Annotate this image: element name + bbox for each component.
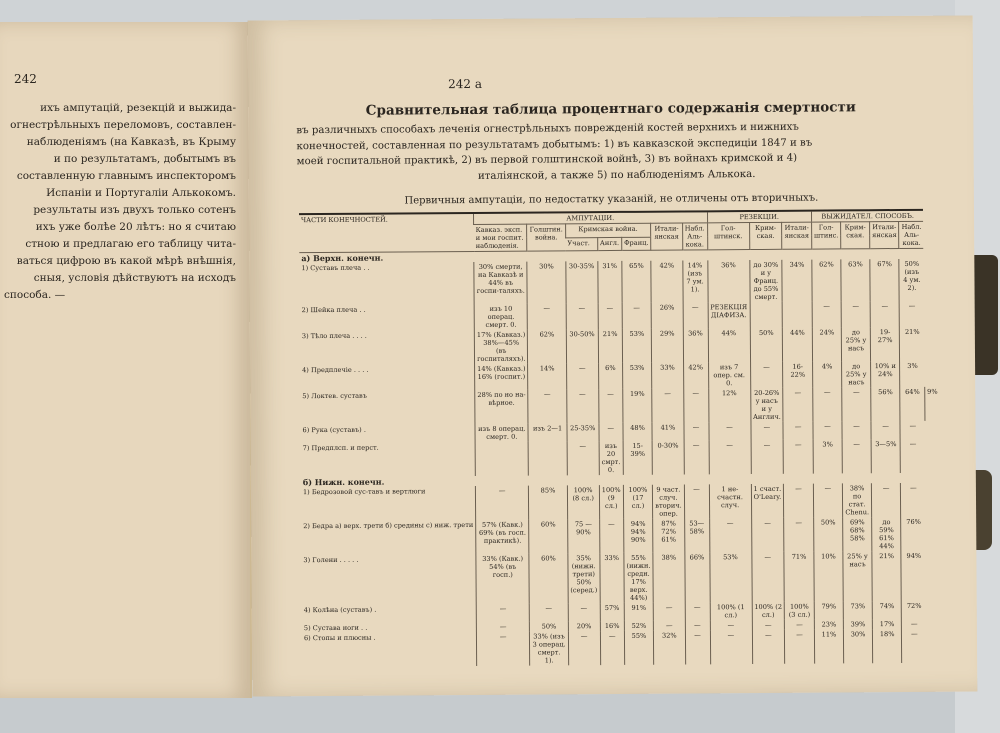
row-part: 1) Бедрозовой сус-тавъ и вертлюги [302, 487, 426, 497]
table-cell: 10% [814, 551, 844, 601]
table-cell: — [900, 301, 925, 327]
table-cell: 36% [707, 260, 749, 302]
table-cell: 94% [901, 551, 926, 601]
row-part: 3) Голени . . . . . [303, 555, 359, 565]
table-cell: 56% [871, 387, 901, 421]
table-cell: 14% (изъ 7 ум. 1). [682, 260, 707, 302]
table-cell: — [685, 630, 710, 664]
table-cell: — [476, 622, 529, 632]
table-cell: 55% (нижн. средн. 17% верх. 44%) [624, 553, 654, 603]
col-header: Голштин. война. [527, 224, 565, 251]
table-subtitle [296, 119, 936, 185]
table-cell: 21% [900, 327, 925, 361]
table-cell: 55% [624, 631, 654, 665]
table-cell: 17% (Кавказ.) 38%—45% (въ госпиталяхъ). [474, 330, 528, 364]
table-cell: 19% [623, 389, 653, 423]
table-cell: до 30% и у Франц. до 55% смерт. [749, 260, 782, 302]
subtitle-line: моей госпитальной практикѣ, 2) въ первой голштинской войнѣ, 3) въ войнахъ кримской и 4) [296, 152, 798, 168]
table-cell: 33% (Кавк.) 54% (въ госп.) [476, 554, 530, 604]
text-line: способа. — [4, 289, 66, 301]
table-cell: — [902, 619, 927, 629]
table-cell: 4% [812, 361, 842, 387]
table-cell: — [813, 421, 842, 439]
table-cell: 50% [530, 621, 568, 631]
subtitle-line: италіянской, а также 5) по наблюденіямъ Алькока. [477, 168, 756, 182]
text-line: результаты изъ двухъ только сотенъ [33, 204, 236, 216]
table-cell: — [785, 620, 815, 630]
row-part: 3) Тѣло плеча . . . . [301, 331, 367, 341]
table-cell [475, 442, 529, 476]
table-cell: — [784, 484, 814, 518]
table-row [301, 517, 941, 555]
table-cell: изъ 7 опер. см. 0. [708, 362, 750, 388]
table-cell: 62% [528, 329, 566, 363]
row-part: 4) Колѣна (суставъ) . [303, 605, 377, 615]
table-cell: — [599, 519, 623, 553]
table-cell: — [871, 483, 901, 517]
col-header: Крим-ская. [841, 222, 870, 249]
table-cell: 71% [784, 552, 814, 602]
table-cell: 75 — 90% [567, 519, 599, 553]
table-cell: — [684, 422, 709, 440]
table-cell: — [783, 440, 813, 474]
table-cell: — [600, 631, 624, 665]
table-cell: 64% [900, 387, 925, 421]
table-cell: 85% [529, 485, 567, 519]
text-line: наблюденіямъ (на Кавказѣ, въ Крыму [26, 136, 236, 148]
header-expectant: ВЫЖИДАТЕЛ. СПОСОБЪ. [811, 210, 923, 222]
table-row [300, 387, 940, 425]
table-cell: — [709, 518, 751, 552]
table-cell: — [842, 421, 871, 439]
section-title: б) Нижн. конечн. [302, 476, 385, 488]
text-line: ваться цифрою въ какой мѣрѣ внѣшнія, [16, 255, 236, 267]
table-cell: — [751, 518, 784, 552]
table-cell: — [684, 440, 709, 474]
table-cell: 10% и 24% [871, 361, 901, 387]
table-cell: 62% [812, 259, 842, 301]
subtitle-line: конечностей, составленная по результатамъ добытымъ: 1) въ кавказской экспедиціи 1847 и въ [296, 137, 813, 152]
table-cell: — [622, 303, 652, 329]
table-cell: — [683, 388, 708, 422]
row-part: 1) Суставъ плеча . . [301, 263, 370, 273]
table-cell: — [784, 518, 814, 552]
table-cell: 87% 72% 61% [653, 519, 685, 553]
table-cell: изъ 8 операц. смерт. 0. [475, 424, 529, 442]
table-cell: — [598, 389, 622, 423]
table-cell: 50% [750, 328, 783, 362]
table-cell: 12% [708, 388, 750, 422]
table-cell: — [598, 303, 622, 329]
table-cell: 94% 94% 90% [623, 519, 653, 553]
row-part: 6) Рука (суставъ) . [302, 425, 366, 435]
table-cell: — [813, 387, 843, 421]
table-cell: 30-50% [566, 329, 598, 363]
text-line: стною и предлагаю его таблицу чита- [25, 238, 236, 250]
table-cell: до 59% 61% 44% [872, 517, 902, 551]
table-cell: — [901, 483, 926, 517]
table-cell: 30% [844, 629, 873, 663]
table-cell: 24% [812, 327, 842, 361]
table-cell: 52% [624, 621, 653, 631]
table-cell: 30% смерти, на Кавказѣ и 44% въ госпи-таляхъ. [474, 262, 528, 304]
table-cell: 25-35% [567, 423, 599, 441]
header-amputations: АМПУТАЦІИ. [474, 211, 708, 224]
table-cell: 60% [529, 519, 567, 553]
col-header: Набл. Аль-кока. [682, 223, 707, 250]
table-cell: — [842, 387, 871, 421]
table-row [300, 327, 940, 365]
table-cell: 1 счаст. O'Leary. [751, 484, 784, 518]
table-cell: — [566, 303, 598, 329]
table-cell: 100% (2 сл.) [752, 602, 785, 620]
table-cell: 16% [600, 621, 624, 631]
col-header: Итали-янская [782, 222, 812, 249]
table-cell: — [528, 389, 566, 423]
table-cell: до 25% у насъ [842, 361, 871, 387]
text-line: составленную главнымъ инспекторомъ [16, 170, 236, 182]
table-cell: — [567, 441, 599, 475]
table-cell: РЕЗЕКЦІЯ ДІАФИЗА. [708, 302, 750, 328]
table-cell: 30% [527, 261, 565, 303]
left-page-number: 242 [14, 72, 37, 86]
table-cell: — [566, 363, 598, 389]
left-page [0, 22, 252, 698]
table-cell: — [568, 603, 600, 621]
table-row [301, 439, 941, 477]
table-row [301, 551, 941, 605]
table-cell: — [752, 630, 785, 664]
table-cell: — [710, 630, 752, 664]
table-cell: — [870, 301, 900, 327]
table-cell: — [685, 602, 710, 620]
table-cell: — [841, 301, 870, 327]
table-cell: 9% [925, 387, 940, 421]
table-cell: 38% по стат. Chenu. [843, 483, 872, 517]
table-cell: 26% [651, 303, 683, 329]
table-cell: — [708, 422, 750, 440]
text-line: сныя, условія дѣйствуютъ на исходъ [33, 272, 236, 284]
table-cell: 44% [783, 328, 813, 362]
text-line: ихъ ампутацій, резекцій и выжида- [40, 102, 236, 114]
table-cell: — [751, 552, 784, 602]
table-cell: — [751, 440, 784, 474]
table-cell: 0-30% [652, 441, 684, 475]
table-title: Сравнительная таблица процентнаго содержанія смертности [365, 99, 856, 119]
table-cell: 36% [683, 328, 708, 362]
col-header: Крим-ская. [749, 222, 782, 249]
table-cell: 72% [902, 601, 927, 619]
col-header: Франц. [622, 237, 651, 251]
table-cell: — [684, 484, 709, 518]
table-cell: 20% [568, 621, 600, 631]
table-cell: — [783, 422, 813, 440]
table-note: Первичныя ампутаціи, по недостатку указаній, не отличены отъ вторичныхъ. [404, 192, 819, 207]
table-cell: 60% [529, 553, 568, 603]
col-header: Кавказ. эксп. и мои госпит. наблюденія. [474, 224, 528, 251]
table-cell: 38% [653, 553, 685, 603]
table-cell: 41% [652, 423, 684, 441]
table-cell: изъ 10 операц. смерт. 0. [474, 304, 528, 330]
table-cell: 25% у насъ [843, 551, 872, 601]
table-cell: 1 не-счастн. случ. [709, 484, 751, 518]
table-cell: 69% 68% 58% [843, 517, 872, 551]
table-cell: 50% (изъ 4 ум. 2). [899, 259, 924, 301]
table-cell: — [530, 603, 568, 621]
table-cell: 57% [600, 603, 624, 621]
right-page [248, 15, 978, 696]
table-cell: — [813, 483, 843, 517]
table-cell: — [900, 421, 925, 439]
table-cell [750, 302, 783, 328]
table-cell: 28% по но на-вѣрное. [475, 390, 529, 424]
right-page-number: 242 a [448, 76, 483, 92]
table-cell: 53% [709, 552, 751, 602]
text-line: огнестрѣльныхъ переломовъ, составлен- [10, 119, 236, 131]
table-cell: 39% [844, 619, 873, 629]
table-cell: 14% [528, 363, 566, 389]
table-cell: — [871, 421, 901, 439]
table-cell: 19-27% [870, 327, 900, 361]
table-cell: 48% [623, 423, 652, 441]
table-cell: — [568, 631, 600, 665]
table-cell: — [652, 389, 684, 423]
table-cell: 3—5% [871, 439, 901, 473]
table-cell: 30-35% [566, 261, 598, 303]
table-body [299, 248, 941, 667]
text-line: Испаніи и Португаліи Алькокомъ. [46, 187, 236, 199]
col-header: Набл. Аль-кока. [899, 221, 924, 248]
table-cell: 100% (1 сл.) [710, 602, 752, 620]
header-parts: ЧАСТИ КОНЕЧНОСТЕЙ. [299, 213, 474, 253]
table-cell: — [476, 604, 530, 622]
table-cell: 33% (изъ 3 операц. смерт. 1). [530, 631, 568, 665]
table-cell: 29% [652, 329, 684, 363]
table-cell: 3% [813, 439, 843, 473]
col-header: Участ. [565, 237, 597, 251]
col-header: Итали-янская [651, 223, 683, 250]
table-cell: 23% [814, 619, 843, 629]
table-cell: — [902, 629, 927, 663]
table-cell: — [709, 440, 751, 474]
table-cell: 17% [872, 619, 902, 629]
table-cell: 76% [901, 517, 926, 551]
table-cell: 20-26% у насъ и у Англич. [750, 388, 783, 422]
table-cell: 44% [708, 328, 750, 362]
table-cell: 11% [814, 629, 844, 663]
table-cell: 33% [600, 553, 624, 603]
table-cell: 74% [872, 601, 902, 619]
table-cell: — [842, 439, 871, 473]
table-cell: — [685, 620, 710, 630]
table-cell: 35% (нижн. трети) 50% (серед.) [568, 553, 600, 603]
table-cell: — [475, 486, 529, 520]
table-row [299, 259, 939, 305]
table-cell: 100% (17 сл.) [623, 485, 653, 519]
table-cell: — [783, 388, 813, 422]
table-cell: 33% [652, 363, 684, 389]
table-cell: изъ 20 смрт. 0. [599, 441, 623, 475]
table-cell: изъ 2—1 [528, 423, 566, 441]
table-cell: — [785, 630, 815, 664]
subtitle-line: въ различныхъ способахъ леченія огнестрѣльныхъ поврежденій костей верхнихъ и нижнихъ [296, 121, 799, 137]
table-cell: 21% [872, 551, 902, 601]
table-cell: 66% [684, 552, 709, 602]
col-header: Гол-штинск. [707, 223, 749, 250]
header-resections: РЕЗЕКЦІИ. [707, 211, 811, 223]
table-cell: 42% [651, 261, 683, 303]
table-cell: 65% [622, 261, 652, 303]
table-row [301, 483, 941, 521]
table-cell: 79% [814, 601, 843, 619]
table-cell: — [566, 389, 598, 423]
row-part: 2) Бедра а) верх. трети б) средины с) ниж. трети [303, 520, 474, 531]
table-cell: 63% [841, 259, 870, 301]
table-cell: 31% [598, 261, 622, 303]
table-cell: — [812, 301, 842, 327]
table-cell: — [476, 632, 530, 666]
left-page-text [4, 100, 236, 304]
row-part: 2) Шейка плеча . . [301, 305, 366, 315]
table-cell: — [599, 423, 623, 441]
table-cell: до 25% у насъ [842, 327, 871, 361]
table-cell [783, 302, 813, 328]
table-cell: — [901, 439, 926, 473]
table-cell: 18% [872, 629, 902, 663]
table-cell: 21% [598, 329, 622, 363]
table-cell: — [683, 302, 708, 328]
col-header: Англ. [597, 237, 621, 251]
table-cell [529, 441, 567, 475]
table-cell: 57% (Кавк.) 69% (въ госп. практикѣ). [476, 520, 530, 554]
table-cell: — [750, 422, 783, 440]
text-line: и по результатамъ, добытымъ въ [53, 153, 236, 165]
col-header: Гол-штинс. [811, 222, 841, 249]
table-cell: — [654, 621, 685, 631]
table-cell: 100% (9 сл.) [599, 485, 623, 519]
table-cell: 73% [843, 601, 872, 619]
header-crimean: Кримская война. [565, 223, 651, 237]
table-cell: 91% [624, 603, 653, 621]
table-cell: 50% [813, 517, 843, 551]
row-part: 7) Предплсп. и перст. [302, 443, 379, 453]
row-part: 5) Локтев. суставъ [302, 391, 367, 401]
table-cell: — [752, 620, 785, 630]
mortality-table [299, 209, 942, 667]
row-part: 5) Сустава ноги . . [303, 623, 368, 633]
table-cell: — [653, 603, 685, 621]
col-header: Итали-янская [870, 221, 900, 248]
table-cell: 42% [683, 362, 708, 388]
row-part: 6) Стопы и плюсны . [303, 633, 376, 643]
table-cell: 34% [782, 260, 812, 302]
section-title: a) Верхн. конечн. [301, 252, 384, 264]
table-cell: 16-22% [783, 362, 813, 388]
row-part: 4) Предплечіе . . . . [302, 365, 369, 375]
table-cell: 14% (Кавказ.) 16% (госпит.) [475, 364, 529, 390]
table-cell: 9 част. случ. вторич. опер. [653, 485, 685, 519]
table-cell: 53% [622, 329, 652, 363]
table-cell: — [528, 303, 566, 329]
table-cell: 15-39% [623, 441, 653, 475]
table-cell: — [750, 362, 783, 388]
table-cell: 67% [870, 259, 900, 301]
table-cell: — [710, 620, 752, 630]
text-line: ихъ уже болѣе 20 лѣтъ: но я считаю [35, 221, 236, 233]
table-row [302, 629, 942, 667]
table-cell: 100% (8 сл.) [567, 485, 599, 519]
table-cell: 32% [654, 631, 686, 665]
table-cell: 100% (3 сл.) [785, 602, 815, 620]
table-cell: 53— 58% [684, 518, 709, 552]
table-cell: 3% [900, 361, 925, 387]
table-cell: 53% [622, 363, 652, 389]
table-cell: 6% [598, 363, 622, 389]
